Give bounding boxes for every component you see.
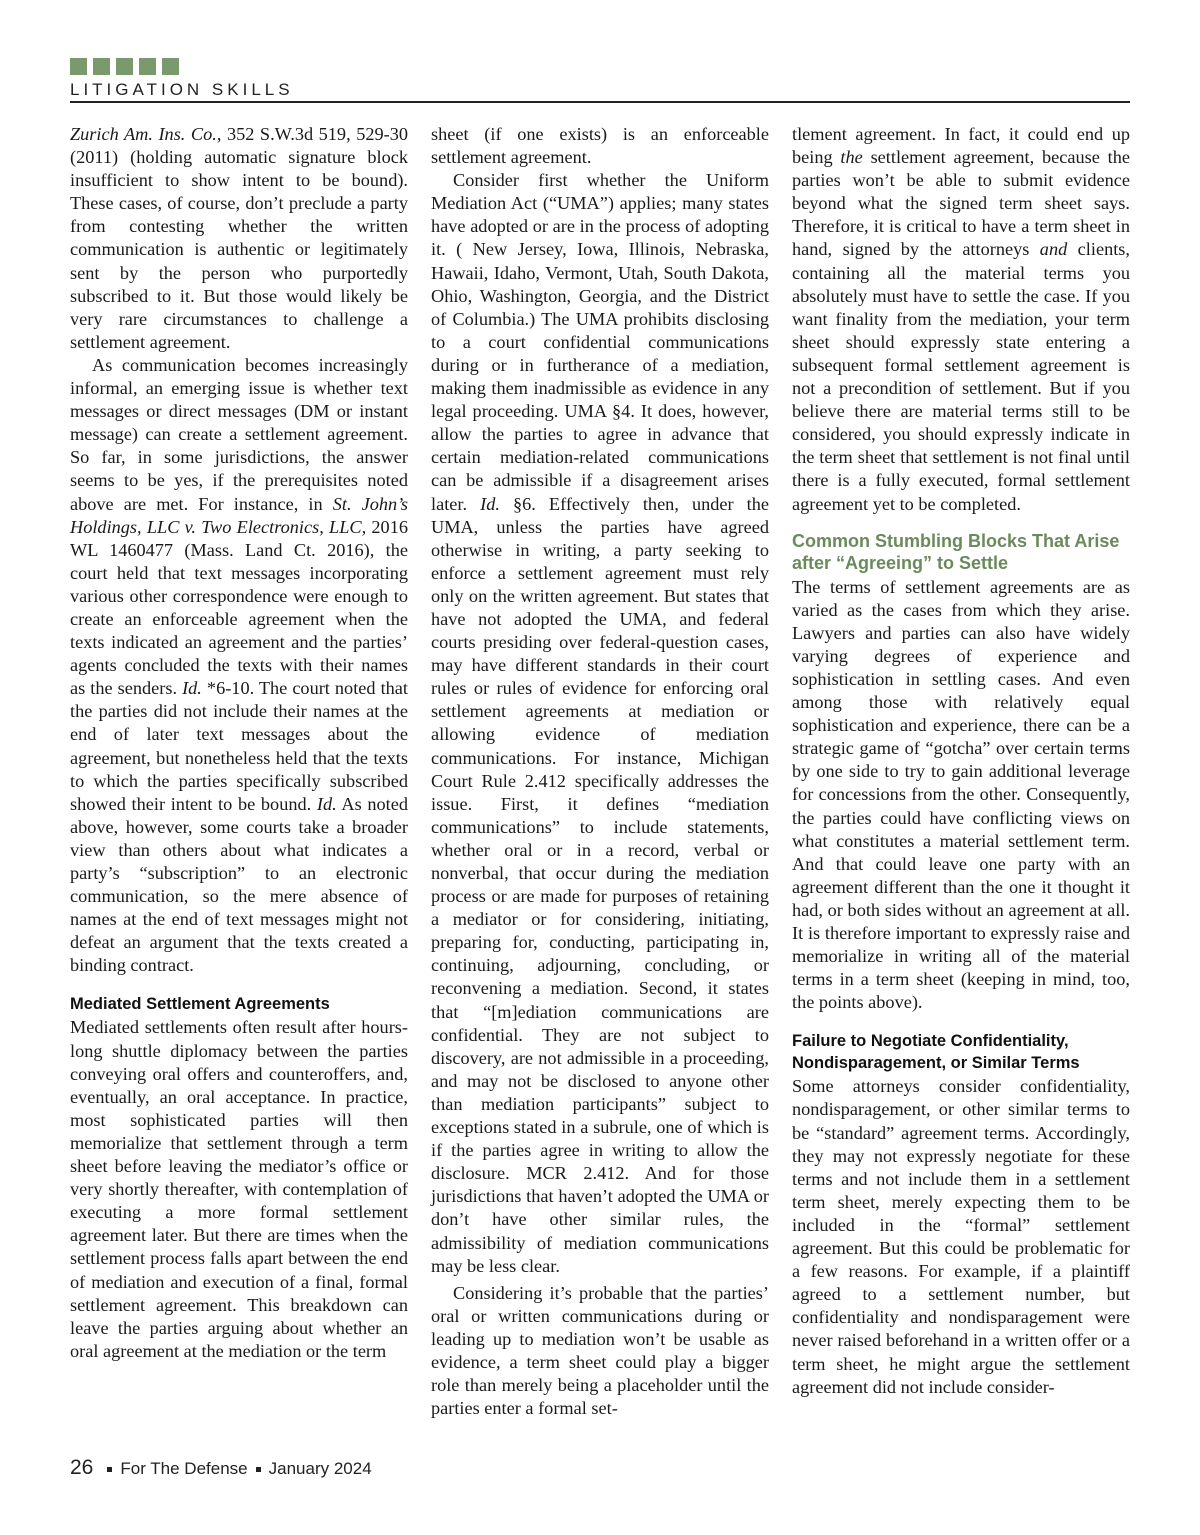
paragraph: sheet (if one exists) is an enforceable settlement agreement. <box>431 124 769 168</box>
paragraph: Some attorneys consider confidentiality, nondisparagement, or other similar terms to be “standard” agreement terms. Accordingly, they may not expressly negotiate for these terms and not include them in a settlement term sheet, merely expecting them to be included in the “formal” settlement agreement. But this could be problematic for a few reasons. For example, if a plaintiff agreed to a settlement number, but confidentiality and nondisparagement were never raised beforehand in a written offer or a term sheet, he might argue the settlement agreement did not include consider- <box>792 1076 1130 1397</box>
paragraph <box>431 169 769 1278</box>
paragraph: Mediated settlements often result after hours-long shuttle diplomacy between the parties conveying oral offers and counteroffers, and, eventually, an oral acceptance. In practice, most sophisticated parties will then memorialize that settlement through a term sheet before leaving the mediator’s office or very shortly thereafter, with contemplation of executing a more formal settlement agreement later. But there are times when the settlement process falls apart between the end of mediation and execution of a final, formal settlement agreement. This breakdown can leave the parties arguing about whether an oral agreement at the mediation or the term <box>70 1017 408 1361</box>
header-square <box>93 58 110 75</box>
header-square <box>116 58 133 75</box>
bullet-separator <box>256 1467 261 1472</box>
paragraph <box>792 123 1130 516</box>
text: settlement agreement, because the parties won’t be able to submit evidence beyond what the signed term sheet says. Therefore, it is critical to have a term sheet in hand, signed by the attorneys <box>792 147 1130 260</box>
page-number: 26 <box>70 1456 94 1479</box>
emphasis: the <box>840 147 863 168</box>
text: tlement agreement. In fact, it could end up being <box>792 124 1130 168</box>
header-square <box>162 58 179 75</box>
id-citation: Id. <box>480 493 500 514</box>
header-squares <box>70 58 1130 76</box>
column-1 <box>70 123 408 1363</box>
heading-common-stumbling-blocks: Common Stumbling Blocks That Arise after “Agreeing” to Settle <box>792 530 1120 573</box>
text: As noted above, however, some courts take a broader view than others about what indicates a party’s “subscription” to an electronic communication, so the mere absence of names at the end of text messages might not defeat an argument that the texts created a binding contract. <box>70 793 408 976</box>
section-label: LITIGATION SKILLS <box>70 80 294 99</box>
paragraph: Considering it’s probable that the parties’ oral or written communications during or leading up to mediation won’t be usable as evidence, a term sheet could play a bigger role than merely being a placeholder until the parties enter a formal set- <box>431 1282 769 1419</box>
paragraph <box>70 354 408 978</box>
text: 2016 WL 1460477 (Mass. Land Ct. 2016), the court held that text messages incorporating various other correspondence were enough to create an enforceable agreement when the texts indicated an agreement and the parties’ agents concluded the texts with their names as the senders. <box>70 516 408 699</box>
subheading-mediated-settlement: Mediated Settlement Agreements <box>70 995 330 1014</box>
page-header <box>70 58 1130 103</box>
header-rule <box>70 101 1130 103</box>
text: *6-10. The court noted that the parties did not include their names at the end of later text messages about the agreement, but nonetheless held that the texts to which the parties specifically subscribed showed their intent to be bound. <box>70 678 408 814</box>
case-citation: Zurich Am. Ins. Co. <box>70 124 217 144</box>
page-footer <box>70 1456 372 1480</box>
text: , 352 S.W.3d 519, 529-30 (2011) (holding automatic signature block insufficient to show intent to be bound). These cases, of course, don’t preclude a party from contesting whether the written communication is authentic or legitimately sent by the person who purportedly subscribed to it. But those would likely be very rare circumstances to challenge a settlement agreement. <box>70 124 408 352</box>
case-citation: St. John’s Holdings, LLC v. Two Electronics, LLC, <box>70 493 409 537</box>
emphasis: and <box>1039 239 1068 260</box>
text: As communication becomes increasingly informal, an emerging issue is whether text messages or direct messages (DM or instant message) can create a settlement agreement. So far, in some jurisdictions, the answer seems to be yes, if the prerequisites noted above are met. For instance, in <box>70 354 408 514</box>
column-3 <box>792 123 1130 1399</box>
paragraph: The terms of settlement agreements are as varied as the cases from which they arise. Lawyers and parties can also have widely varying degrees of experience and sophistication in settling cases. And even among those with relatively equal sophistication and experience, there can be a strategic game of “gotcha” over certain terms by one side to try to gain additional leverage for concessions from the other. Consequently, the parties could have conflicting views on what constitutes a material settlement term. And that could leave one party with an agreement different than the one it thought it had, or both sides without an agreement at all. It is therefore important to expressly raise and memorialize in writing all of the material terms in a term sheet (keeping in mind, too, the points above). <box>792 576 1130 1013</box>
column-2 <box>431 123 769 1420</box>
text: Consider first whether the Uniform Mediation Act (“UMA”) applies; many states have adopted or are in the process of adopting it. ( New Jersey, Iowa, Illinois, Nebraska, Hawaii, Idaho, Vermont, Utah, South Dakota, Ohio, Washington, Georgia, and the District of Columbia.) The UMA prohibits disclosing to a court confidential communications during or in furtherance of a mediation, making them inadmissible as evidence in any legal proceeding. UMA §4. It does, however, allow the parties to agree in advance that certain mediation-related communications can be admissible if a disagreement arises later. <box>431 170 769 514</box>
subheading-failure-to-negotiate: Failure to Negotiate Confidentiality, Nondisparagement, or Similar Terms <box>792 1032 1080 1073</box>
paragraph <box>70 123 408 354</box>
bullet-separator <box>107 1467 112 1472</box>
id-citation: Id. <box>316 793 337 814</box>
issue-date: January 2024 <box>268 1459 372 1478</box>
publication-name: For The Defense <box>120 1459 248 1478</box>
text: clients, containing all the material terms you absolutely must have to settle the case. If you want finality from the mediation, your term sheet should expressly state entering a subsequent formal settlement agreement is not a precondition of settlement. But if you believe there are material terms still to be considered, you should expressly indicate in the term sheet that settlement is not final until there is a fully executed, formal settlement agreement yet to be completed. <box>792 239 1130 514</box>
header-square <box>70 58 87 75</box>
text: §6. Effectively then, under the UMA, unless the parties have agreed otherwise in writing, a party seeking to enforce a settlement agreement must rely only on the written agreement. But states that have not adopted the UMA, and federal courts presiding over federal-question cases, may have different standards in their court rules or rules of evidence for enforcing oral settlement agreements at mediation or allowing evidence of mediation communications. For instance, Michigan Court Rule 2.412 specifically addresses the issue. First, it defines “mediation communications” to include statements, whether oral or in a record, verbal or nonverbal, that occur during the mediation process or are made for purposes of retaining a mediator or for considering, initiating, preparing for, conducting, participating in, continuing, adjourning, concluding, or reconvening a mediation. Second, it states that “[m]ediation communications are confidential. They are not subject to discovery, are not admissible in a proceeding, and may not be disclosed to anyone other than mediation participants” subject to exceptions stated in a subrule, one of which is if the parties agree in writing to allow the disclosure. MCR 2.412. And for those jurisdictions that haven’t adopted the UMA or don’t have other similar rules, the admissibility of mediation communications may be less clear. <box>431 493 769 1276</box>
header-square <box>139 58 156 75</box>
id-citation: Id. <box>182 678 202 699</box>
